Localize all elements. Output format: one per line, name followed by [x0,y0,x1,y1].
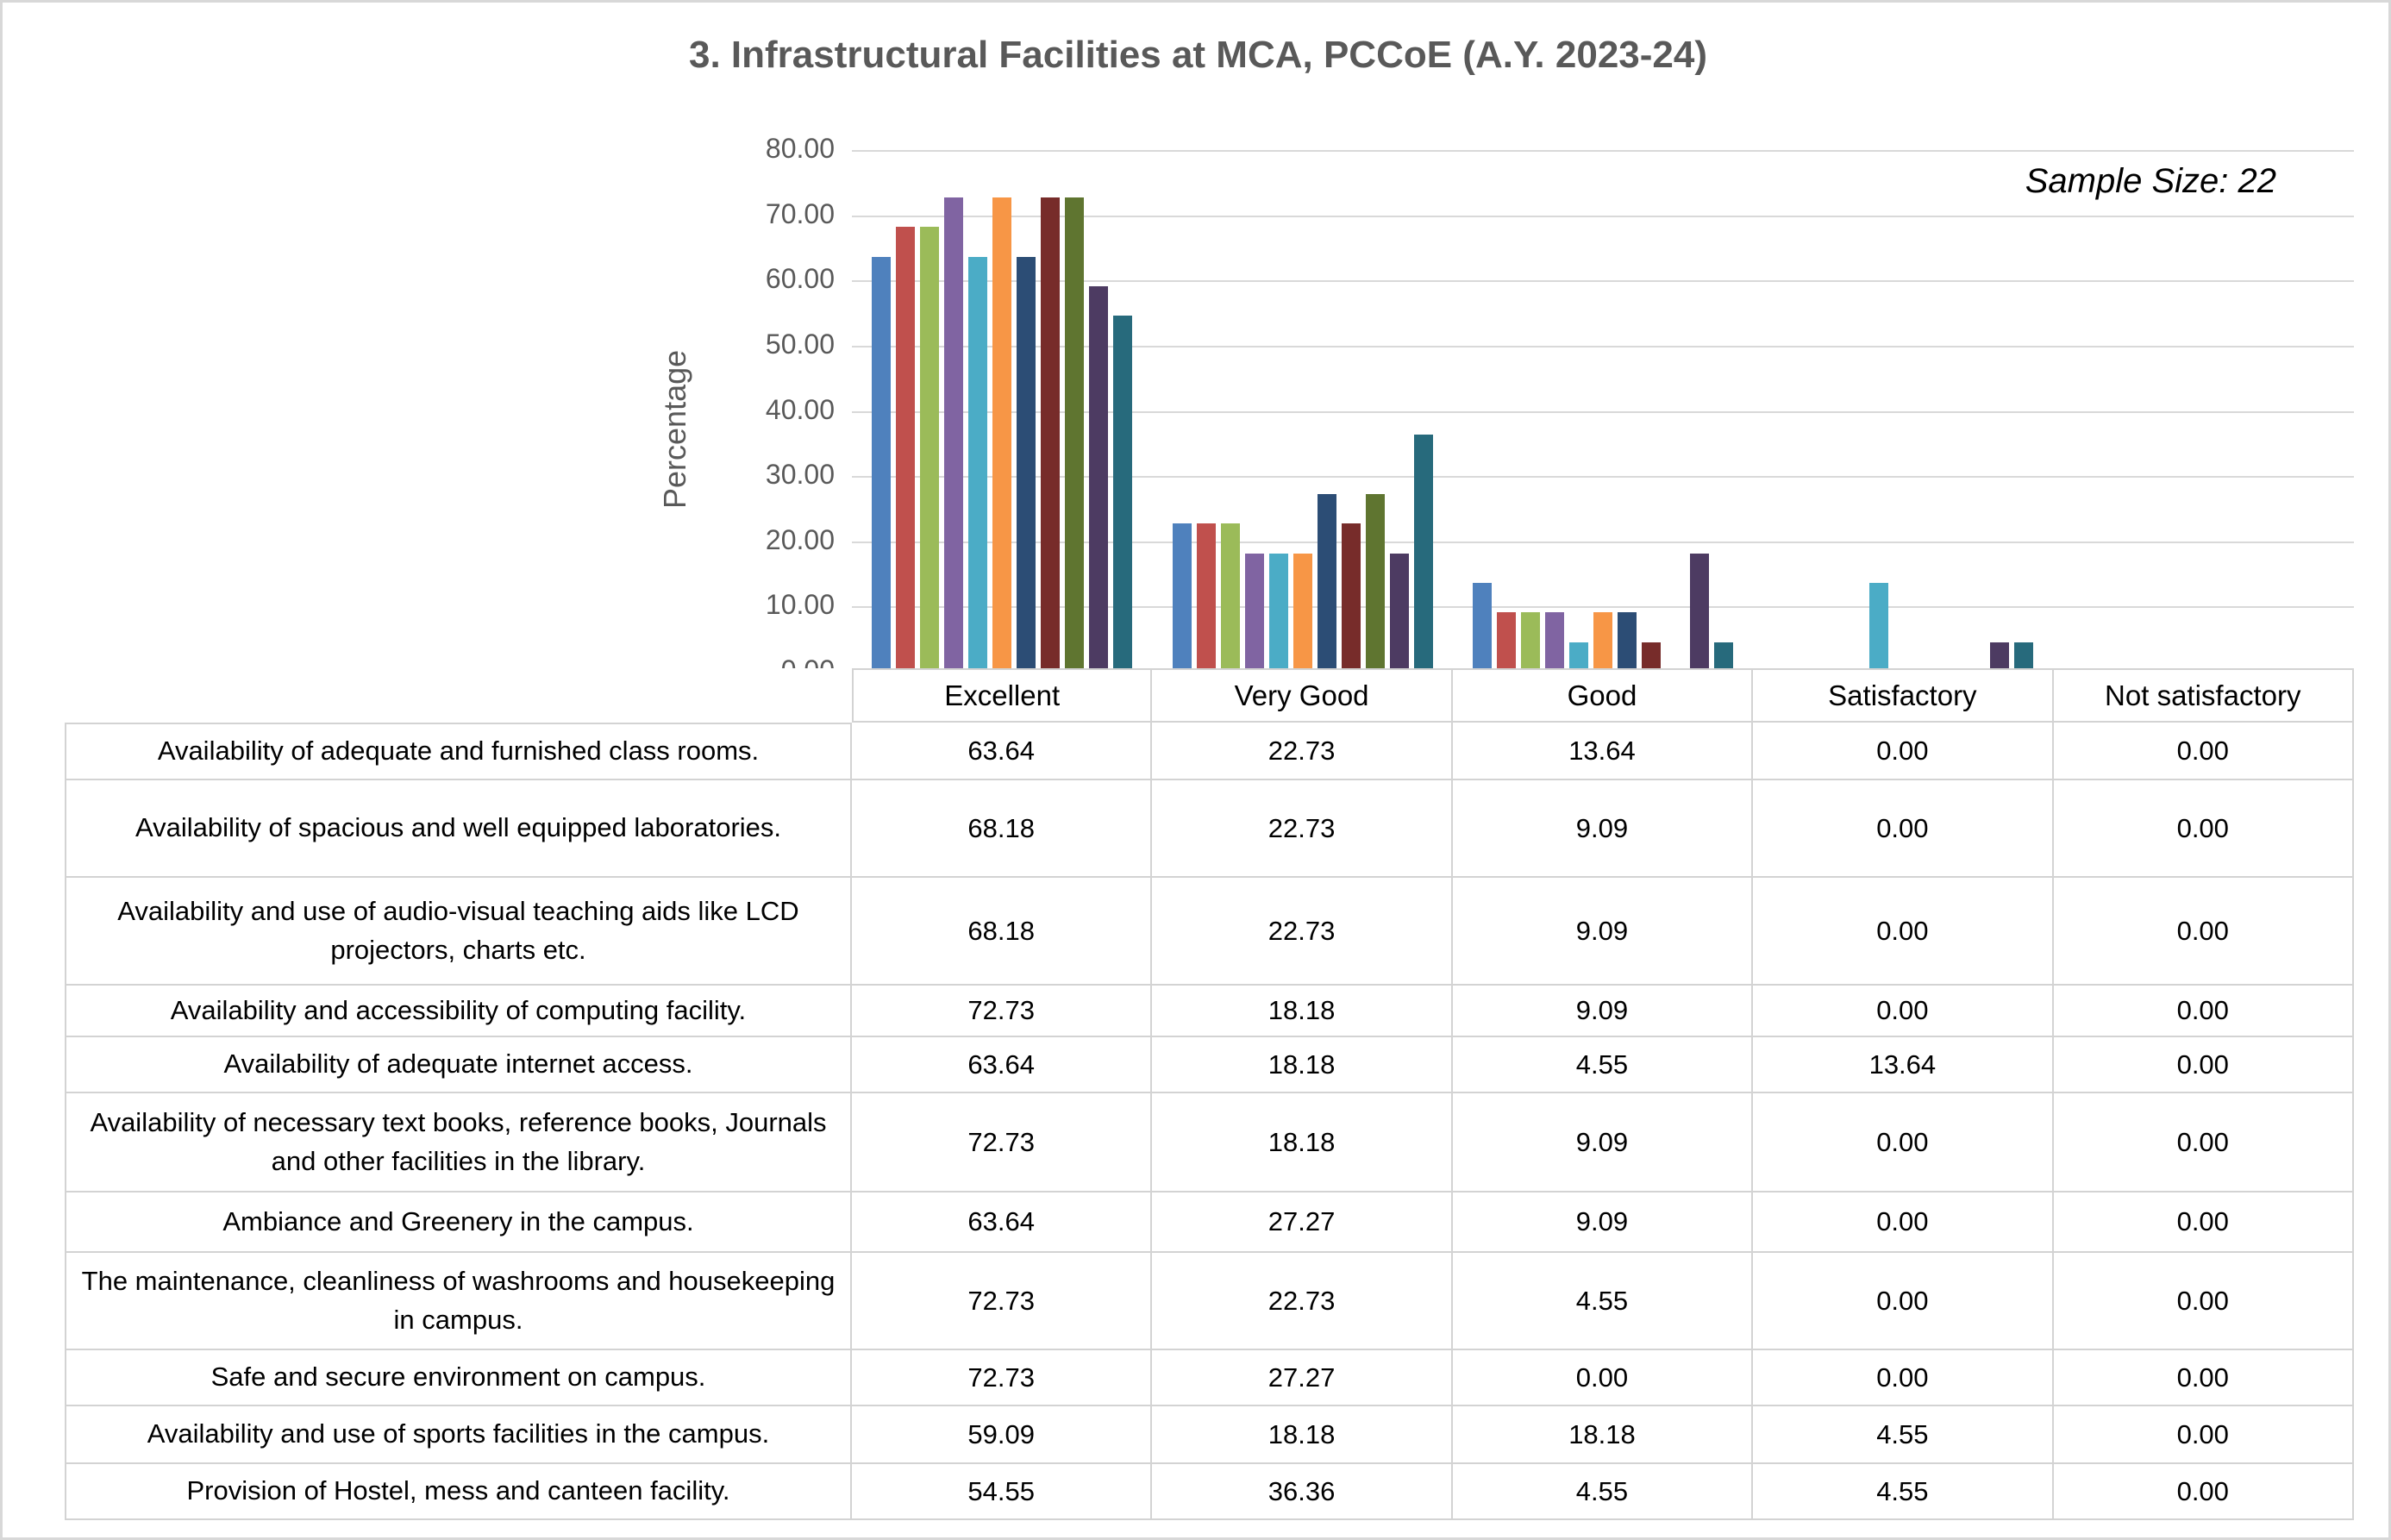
value-cell: 63.64 [852,723,1152,780]
bar [1342,523,1361,672]
row-label: Availability of spacious and well equipped laboratories. [65,780,852,878]
bar [1197,523,1216,672]
row-label: Safe and secure environment on campus. [65,1350,852,1406]
row-label: Availability of adequate internet access. [65,1037,852,1093]
bar [1473,583,1492,672]
value-cell: 72.73 [852,986,1152,1037]
value-cell: 0.00 [2054,1193,2354,1253]
bar [1497,612,1516,672]
chart-title: 3. Infrastructural Facilities at MCA, PCCoE (A.Y. 2023-24) [688,34,1708,76]
value-cell: 0.00 [1753,780,2053,878]
bar [1414,435,1433,672]
row-label: Availability of necessary text books, reference books, Journals and other facilities in the library. [65,1093,852,1193]
category-header: Excellent [852,668,1152,723]
value-cell: 72.73 [852,1093,1152,1193]
value-cell: 22.73 [1152,723,1452,780]
table-corner-spacer [65,668,852,723]
row-label: The maintenance, cleanliness of washrooms and housekeeping in campus. [65,1253,852,1350]
bar-group [852,150,1152,672]
bar [872,257,891,672]
value-cell: 4.55 [1453,1464,1753,1520]
value-cell: 22.73 [1152,1253,1452,1350]
value-cell: 22.73 [1152,780,1452,878]
row-label: Provision of Hostel, mess and canteen facility. [65,1464,852,1520]
value-cell: 0.00 [2054,1037,2354,1093]
y-tick-label: 40.00 [765,394,835,425]
y-tick-label: 20.00 [765,524,835,555]
bar [1041,197,1060,672]
bar [1113,316,1132,672]
bar [1990,642,2009,672]
value-cell: 9.09 [1453,780,1753,878]
bar [1390,554,1409,672]
value-cell: 63.64 [852,1193,1152,1253]
value-cell: 59.09 [852,1406,1152,1464]
value-cell: 27.27 [1152,1350,1452,1406]
y-tick-label: 50.00 [765,329,835,360]
value-cell: 0.00 [1753,1350,2053,1406]
bar [920,227,939,672]
bar [896,227,915,672]
bar [1221,523,1240,672]
value-cell: 0.00 [1753,878,2053,986]
value-cell: 54.55 [852,1464,1152,1520]
bar [1293,554,1312,672]
value-cell: 9.09 [1453,1193,1753,1253]
row-label: Ambiance and Greenery in the campus. [65,1193,852,1253]
bar [1593,612,1612,672]
value-cell: 13.64 [1453,723,1753,780]
bar [2014,642,2033,672]
value-cell: 4.55 [1753,1464,2053,1520]
y-tick-label: 10.00 [765,589,835,620]
bar [1366,494,1385,672]
bar [1089,286,1108,672]
value-cell: 0.00 [2054,986,2354,1037]
bar-group [1453,150,1753,672]
value-cell: 0.00 [1753,1253,2053,1350]
y-tick-label: 80.00 [765,133,835,164]
value-cell: 0.00 [2054,1350,2354,1406]
y-tick-label: 30.00 [765,459,835,490]
bar [1017,257,1036,672]
value-cell: 68.18 [852,878,1152,986]
bar [1618,612,1637,672]
value-cell: 9.09 [1453,878,1753,986]
value-cell: 0.00 [1753,1193,2053,1253]
value-cell: 0.00 [2054,1406,2354,1464]
value-cell: 18.18 [1453,1406,1753,1464]
value-cell: 63.64 [852,1037,1152,1093]
bar [1569,642,1588,672]
value-cell: 36.36 [1152,1464,1452,1520]
category-header: Satisfactory [1753,668,2053,723]
bar-group [1152,150,1452,672]
value-cell: 0.00 [2054,878,2354,986]
bar [1269,554,1288,672]
value-cell: 0.00 [1753,986,2053,1037]
category-header: Not satisfactory [2054,668,2354,723]
y-axis-title: Percentage [657,349,692,510]
bar [1642,642,1661,672]
value-cell: 0.00 [2054,1093,2354,1193]
value-cell: 18.18 [1152,1406,1452,1464]
bar [944,197,963,672]
value-cell: 0.00 [2054,1464,2354,1520]
value-cell: 0.00 [2054,723,2354,780]
bar-group [1753,150,2053,672]
value-cell: 0.00 [2054,780,2354,878]
bar-group [2054,150,2354,672]
value-cell: 72.73 [852,1350,1152,1406]
value-cell: 9.09 [1453,1093,1753,1193]
value-cell: 0.00 [1753,723,2053,780]
bar [1173,523,1192,672]
bar [1245,554,1264,672]
value-cell: 18.18 [1152,986,1452,1037]
bar [1869,583,1888,672]
row-label: Availability and use of sports facilities in the campus. [65,1406,852,1464]
row-label: Availability and use of audio-visual teaching aids like LCD projectors, charts etc. [65,878,852,986]
plot-area [852,150,2354,672]
bar [1318,494,1336,672]
value-cell: 22.73 [1152,878,1452,986]
bar [992,197,1011,672]
category-header: Very Good [1152,668,1452,723]
category-header: Good [1453,668,1753,723]
bar [968,257,987,672]
value-cell: 18.18 [1152,1037,1452,1093]
value-cell: 0.00 [1753,1093,2053,1193]
value-cell: 72.73 [852,1253,1152,1350]
value-cell: 0.00 [1453,1350,1753,1406]
value-cell: 68.18 [852,780,1152,878]
value-cell: 4.55 [1453,1253,1753,1350]
value-cell: 18.18 [1152,1093,1452,1193]
row-label: Availability and accessibility of computing facility. [65,986,852,1037]
value-cell: 4.55 [1453,1037,1753,1093]
sample-size-annotation: Sample Size: 22 [2025,162,2276,200]
y-tick-label: 70.00 [765,198,835,229]
bar [1521,612,1540,672]
bar [1545,612,1564,672]
value-cell: 13.64 [1753,1037,2053,1093]
bar [1690,554,1709,672]
value-cell: 27.27 [1152,1193,1452,1253]
data-table [65,668,2354,1520]
value-cell: 9.09 [1453,986,1753,1037]
value-cell: 0.00 [2054,1253,2354,1350]
y-tick-label: 60.00 [765,263,835,294]
bar [1714,642,1733,672]
bar [1065,197,1084,672]
row-label: Availability of adequate and furnished class rooms. [65,723,852,780]
value-cell: 4.55 [1753,1406,2053,1464]
